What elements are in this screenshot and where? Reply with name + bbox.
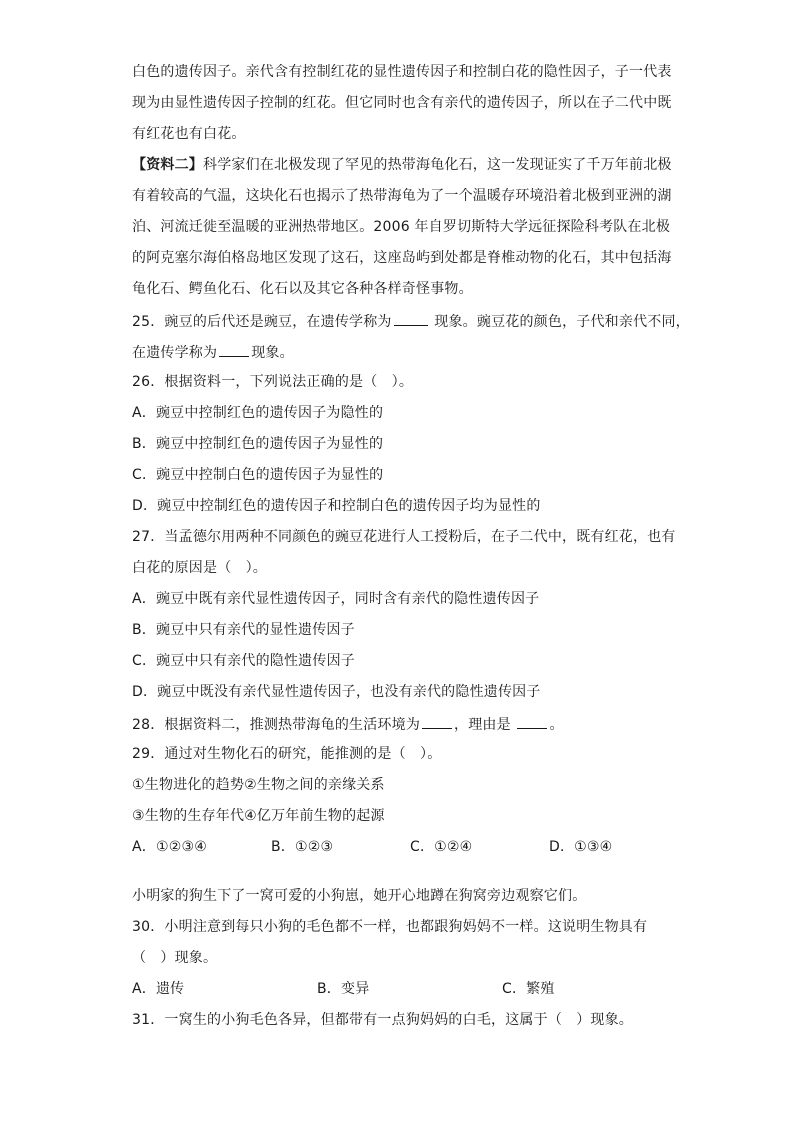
intro-line-3: 有红花也有白花。 <box>132 126 246 142</box>
q30-option-b[interactable]: B．变异 <box>317 981 370 997</box>
q27-option-c[interactable]: C．豌豆中只有亲代的隐性遗传因子 <box>132 653 355 669</box>
q29-option-c[interactable]: C．①②④ <box>410 839 473 855</box>
q28-line <box>132 713 672 744</box>
q29-item-line-2: ③生物的生存年代④亿万年前生物的起源 <box>132 808 385 824</box>
material2-line-2: 有着较高的气温，这块化石也揭示了热带海龟为了一个温暖存环境沿着北极到亚洲的湖 <box>132 188 672 204</box>
q30-options <box>132 979 672 1010</box>
q27-option-a[interactable]: A．豌豆中既有亲代显性遗传因子，同时含有亲代的隐性遗传因子 <box>132 591 540 607</box>
q27-option-b[interactable]: B．豌豆中只有亲代的显性遗传因子 <box>132 622 355 638</box>
q25-blank-2[interactable] <box>219 341 249 357</box>
q25-text-2: 现象。豌豆花的颜色，子代和亲代不同， <box>429 314 690 330</box>
q27-stem-2: 白花的原因是（ ）。 <box>132 560 267 576</box>
material2-line-5: 龟化石、鳄鱼化石、化石以及其它各种各样奇怪事物。 <box>132 281 473 297</box>
q26-stem: 26．根据资料一，下列说法正确的是（ ）。 <box>132 374 414 390</box>
q29-item-line-1: ①生物进化的趋势②生物之间的亲缘关系 <box>132 777 385 793</box>
q28-blank-1[interactable] <box>422 713 452 729</box>
material2-line-1 <box>132 155 672 186</box>
q30-stem-1: 30．小明注意到每只小狗的毛色都不一样，也都跟狗妈妈不一样。这说明生物具有 <box>132 919 648 935</box>
material2-tag: 【资料二】 <box>132 157 203 173</box>
q25-text-1: 25．豌豆的后代还是豌豆，在遗传学称为 <box>132 314 392 330</box>
q30-option-c[interactable]: C．繁殖 <box>502 981 555 997</box>
section-gap <box>132 868 672 886</box>
q28-text-3: 。 <box>549 717 564 733</box>
q29-options <box>132 837 672 868</box>
q29-option-a[interactable]: A．①②③④ <box>132 839 207 855</box>
material2-line-3: 泊、河流迁徙至温暖的亚洲热带地区。2006 年自罗切斯特大学远征探险科考队在北极 <box>132 219 671 235</box>
q30-option-a[interactable]: A．遗传 <box>132 981 185 997</box>
q26-option-d[interactable]: D．豌豆中控制红色的遗传因子和控制白色的遗传因子均为显性的 <box>132 498 541 514</box>
q27-option-d[interactable]: D．豌豆中既没有亲代显性遗传因子，也没有亲代的隐性遗传因子 <box>132 684 541 700</box>
q26-option-a[interactable]: A．豌豆中控制红色的遗传因子为隐性的 <box>132 405 384 421</box>
q26-option-b[interactable]: B．豌豆中控制红色的遗传因子为显性的 <box>132 436 384 452</box>
q29-option-b[interactable]: B．①②③ <box>271 839 334 855</box>
q28-blank-2[interactable] <box>517 713 547 729</box>
q31-stem: 31．一窝生的小狗毛色各异，但都带有一点狗妈妈的白毛，这属于（ ）现象。 <box>132 1012 634 1028</box>
q25-text-3: 在遗传学称为 <box>132 345 218 361</box>
q29-stem: 29．通过对生物化石的研究，能推测的是（ ）。 <box>132 746 442 762</box>
q25-line-2 <box>132 341 672 372</box>
q25-text-4: 现象。 <box>251 345 294 361</box>
q28-text-1: 28．根据资料二，推测热带海龟的生活环境为 <box>132 717 421 733</box>
q30-stem-2: （ ）现象。 <box>132 950 218 966</box>
material2-line-4: 的阿克塞尔海伯格岛地区发现了这石，这座岛屿到处都是脊椎动物的化石，其中包括海 <box>132 250 672 266</box>
q29-option-d[interactable]: D．①③④ <box>549 839 613 855</box>
q25-blank-1[interactable] <box>394 310 428 326</box>
q27-stem-1: 27．当孟德尔用两种不同颜色的豌豆花进行人工授粉后，在子二代中，既有红花，也有 <box>132 529 676 545</box>
material2-first: 科学家们在北极发现了罕见的热带海龟化石，这一发现证实了千万年前北极 <box>203 157 672 173</box>
page-content <box>132 62 690 1041</box>
q26-option-c[interactable]: C．豌豆中控制白色的遗传因子为显性的 <box>132 467 384 483</box>
scenario-text: 小明家的狗生下了一窝可爱的小狗崽，她开心地蹲在狗窝旁边观察它们。 <box>132 888 587 904</box>
q25-line-1 <box>132 310 690 341</box>
intro-line-1: 白色的遗传因子。亲代含有控制红花的显性遗传因子和控制白花的隐性因子，子一代表 <box>132 64 672 80</box>
intro-line-2: 现为由显性遗传因子控制的红花。但它同时也含有亲代的遗传因子，所以在子二代中既 <box>132 95 672 111</box>
q28-text-2: ，理由是 <box>454 717 516 733</box>
